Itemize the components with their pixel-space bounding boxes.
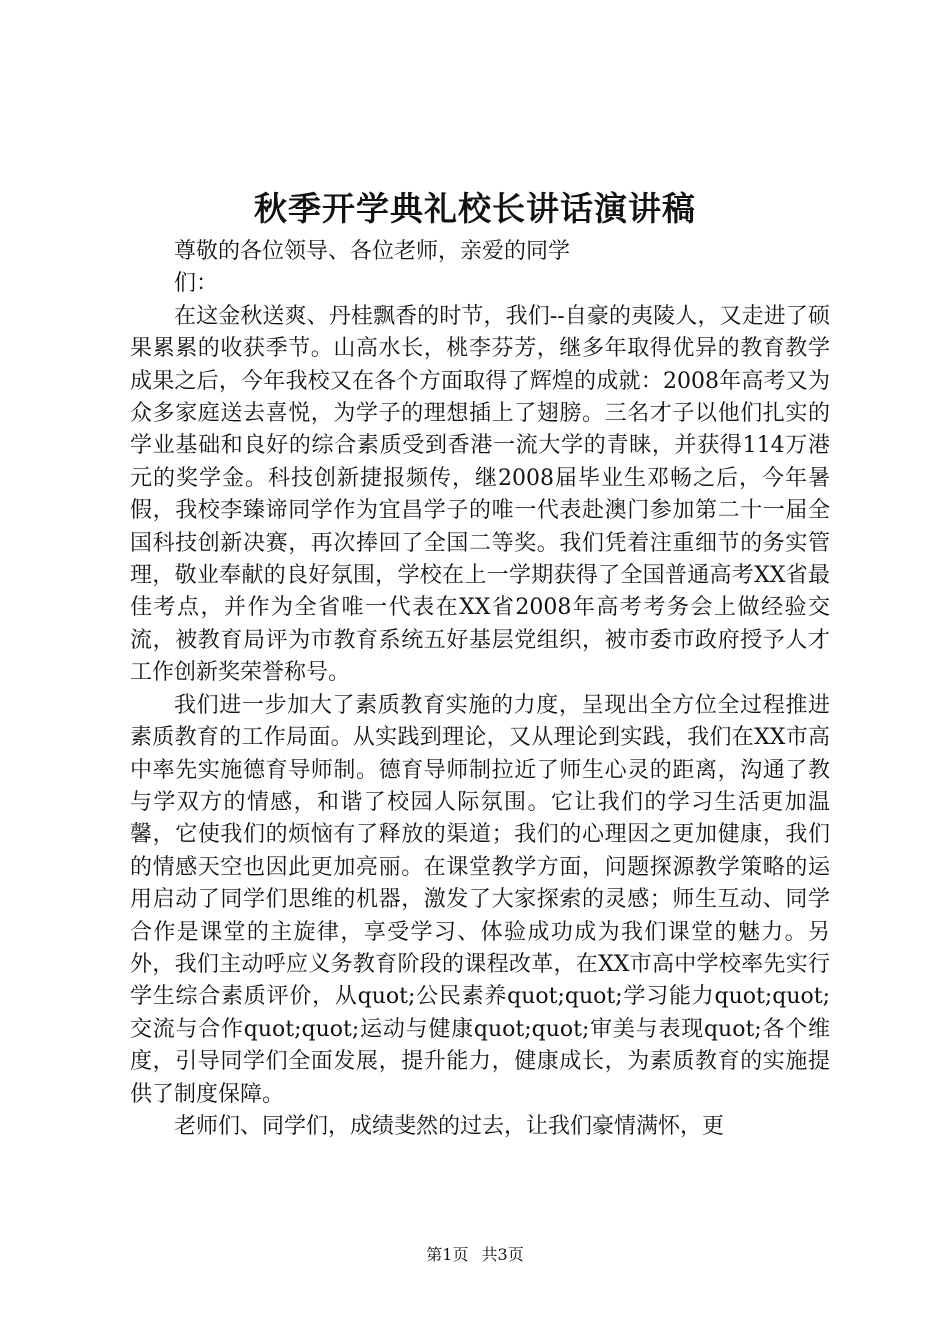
page-number: 第1页 [426, 1245, 469, 1264]
paragraph-2: 我们进一步加大了素质教育实施的力度，呈现出全方位全过程推进素质教育的工作局面。从实践到理论，又从理论到实践，我们在XX市高中率先实施德育导师制。德育导师制拉近了师生心灵的距离，沟通了教与学双方的情感，和谐了校园人际氛围。它让我们的学习生活更加温馨，它使我们的烦恼有了释放的渠道；我们的心理因之更加健康，我们的情感天空也因此更加亮丽。在课堂教学方面，问题探源教学策略的运用启动了同学们思维的机器，激发了大家探索的灵感；师生互动、同学合作是课堂的主旋律，享受学习、体验成功成为我们课堂的魅力。另外，我们主动呼应义务教育阶段的课程改革，在XX市高中学校率先实行学生综合素质评价，从quot;公民素养quot;quot;学习能力quot;quot;交流与合作quot;quot;运动与健康quot;quot;审美与表现quot;各个维度，引导同学们全面发展，提升能力，健康成长，为素质教育的实施提供了制度保障。 [130, 692, 830, 1107]
paragraph-3: 老师们、同学们，成绩斐然的过去，让我们豪情满怀，更 [174, 1113, 725, 1139]
page-footer [0, 1244, 950, 1266]
document-body [130, 236, 830, 1143]
salutation: 尊敬的各位领导、各位老师，亲爱的同学们： [174, 239, 571, 297]
page-count: 共3页 [481, 1245, 524, 1264]
paragraph-1: 在这金秋送爽、丹桂飘香的时节，我们--自豪的夷陵人，又走进了硕果累累的收获季节。山高水长，桃李芬芳，继多年取得优异的教育教学成果之后，今年我校又在各个方面取得了辉煌的成就：2008年高考又为众多家庭送去喜悦，为学子的理想插上了翅膀。三名才子以他们扎实的学业基础和良好的综合素质受到香港一流大学的青睐，并获得114万港元的奖学金。科技创新捷报频传，继2008届毕业生邓畅之后，今年暑假，我校李臻谛同学作为宜昌学子的唯一代表赴澳门参加第二十一届全国科技创新决赛，再次捧回了全国二等奖。我们凭着注重细节的务实管理，敬业奉献的良好氛围，学校在上一学期获得了全国普通高考XX省最佳考点，并作为全省唯一代表在XX省2008年高考考务会上做经验交流，被教育局评为市教育系统五好基层党组织，被市委市政府授予人才工作创新奖荣誉称号。 [130, 303, 830, 686]
document-title: 秋季开学典礼校长讲话演讲稿 [254, 189, 696, 228]
